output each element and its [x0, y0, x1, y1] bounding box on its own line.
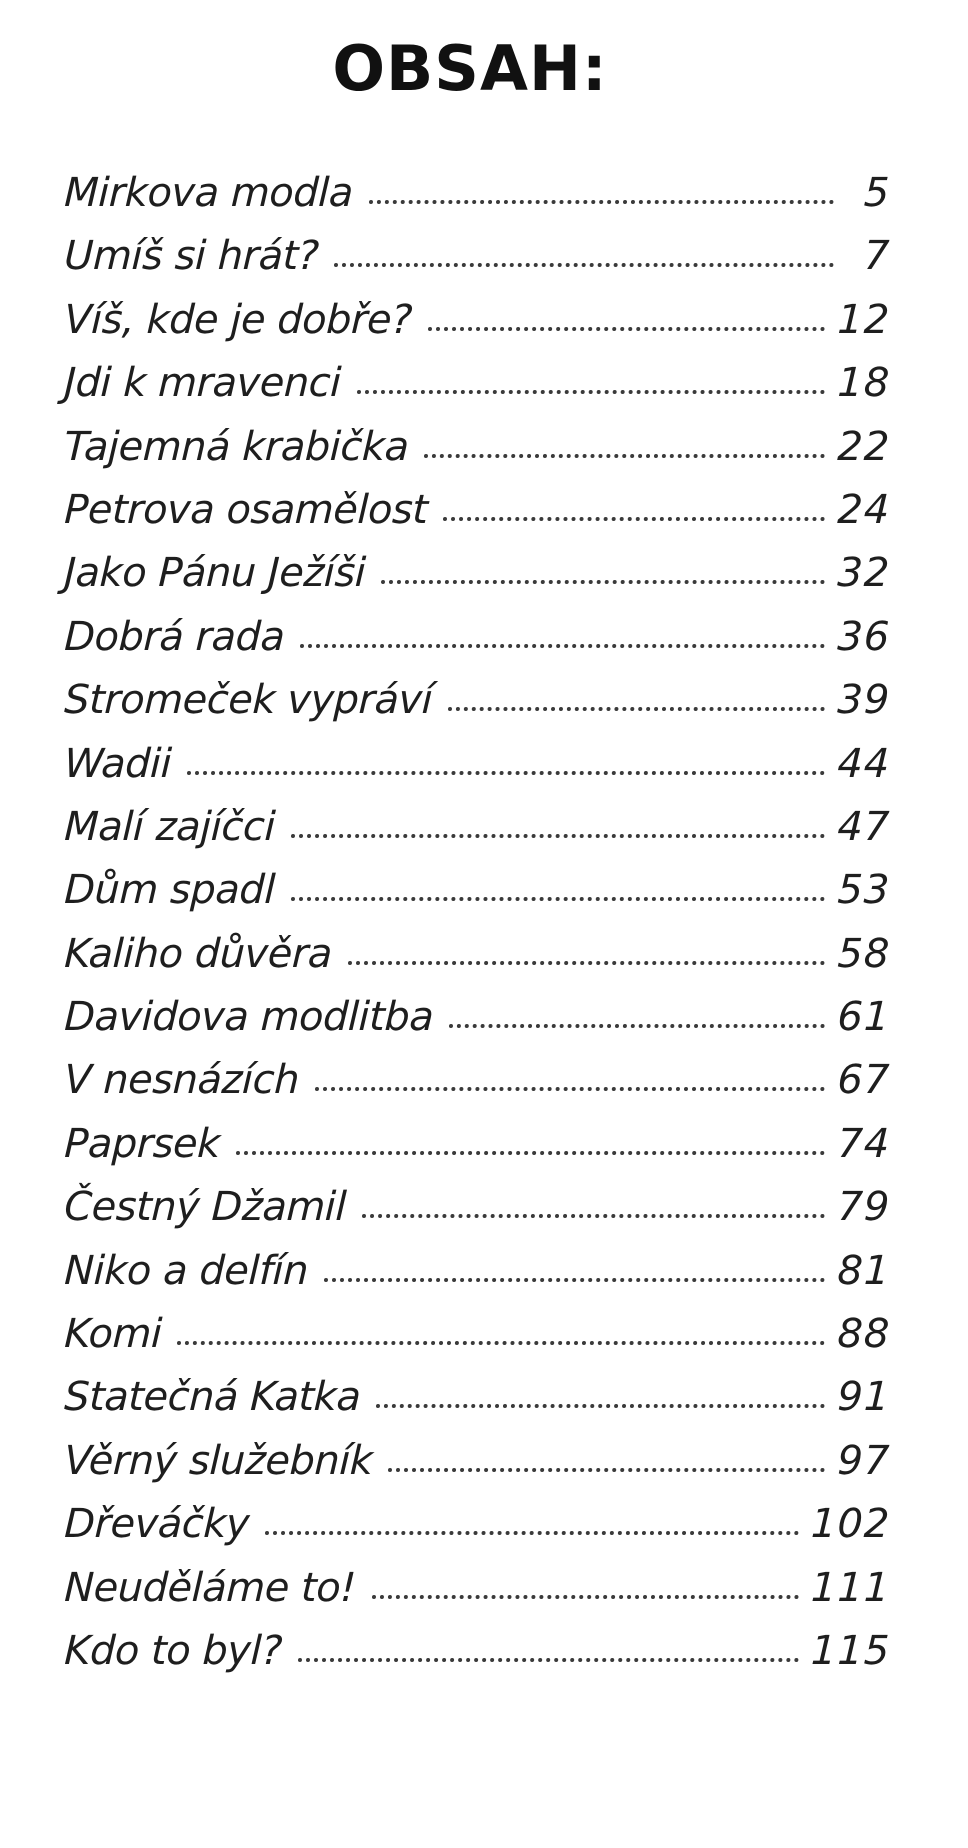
dot-leader [290, 897, 825, 901]
toc-entry-page: 12 [836, 296, 892, 343]
toc-entry [63, 741, 891, 804]
dot-leader [298, 1658, 799, 1662]
toc-entry-page: 79 [836, 1184, 892, 1231]
toc-entry [63, 360, 891, 423]
toc-entry [63, 424, 891, 487]
dot-leader [376, 1404, 825, 1408]
toc-entry-title: Malí zajíčci [63, 803, 276, 850]
toc-entry-page: 81 [836, 1247, 892, 1294]
toc-entry-page: 36 [836, 613, 892, 660]
page-title: OBSAH: [332, 32, 608, 105]
toc-entry-page: 32 [836, 550, 892, 597]
toc-entry-title: Davidova modlitba [63, 994, 435, 1041]
toc-entry [63, 1057, 891, 1120]
toc-entry-page: 67 [836, 1057, 892, 1104]
dot-leader [324, 1278, 825, 1282]
toc-entry-title: Dřeváčky [63, 1501, 250, 1548]
toc-entry-page: 61 [836, 994, 892, 1041]
toc-entry-page: 102 [810, 1501, 892, 1548]
toc-entry [63, 233, 891, 296]
toc-entry-page: 18 [836, 360, 892, 407]
toc-entry [63, 170, 891, 233]
toc-entry-page: 53 [836, 867, 892, 914]
toc-entry [63, 867, 891, 930]
toc-entry-title: Komi [63, 1311, 163, 1358]
toc-entry-page: 44 [836, 740, 892, 787]
dot-leader [448, 707, 825, 711]
toc-entry-page: 22 [836, 423, 892, 470]
dot-leader [356, 390, 825, 394]
toc-entry-title: Stromeček vypráví [63, 677, 434, 724]
toc-entry-title: Wadii [63, 740, 173, 787]
toc-entry [63, 994, 891, 1057]
toc-entry-title: Niko a delfín [63, 1247, 309, 1294]
dot-leader [371, 1595, 798, 1599]
toc-entry-title: Mirkova modla [63, 170, 354, 216]
toc-entry [63, 297, 891, 360]
toc-entry [63, 677, 891, 740]
toc-entry-title: Paprsek [63, 1120, 221, 1167]
toc-entry [63, 1374, 891, 1437]
toc-entry-title: Petrova osamělost [63, 486, 429, 533]
dot-leader [300, 644, 825, 648]
toc-entry-page: 24 [836, 486, 892, 533]
toc-entry-title: Věrný služebník [63, 1437, 374, 1484]
toc-entry [63, 804, 891, 867]
toc-entry-title: Statečná Katka [63, 1374, 362, 1421]
dot-leader [362, 1214, 825, 1218]
toc-entry-title: Tajemná krabička [63, 423, 410, 470]
toc-entry-page: 74 [836, 1120, 892, 1167]
toc-entry-title: Jako Pánu Ježíši [63, 550, 367, 597]
toc-entry [63, 1121, 891, 1184]
toc-entry-page: 111 [810, 1564, 892, 1611]
dot-leader [187, 771, 825, 775]
dot-leader [236, 1151, 826, 1155]
toc-entry-title: Jdi k mravenci [63, 360, 342, 407]
dot-leader [334, 263, 834, 267]
toc-entry-page: 39 [836, 677, 892, 724]
dot-leader [177, 1341, 825, 1345]
dot-leader [291, 834, 825, 838]
table-of-contents [64, 170, 890, 1691]
toc-entry [63, 487, 891, 550]
toc-entry [63, 1628, 891, 1691]
dot-leader [443, 517, 825, 521]
toc-entry-title: Čestný Džamil [63, 1184, 347, 1231]
toc-entry-page: 5 [863, 170, 892, 216]
dot-leader [381, 580, 825, 584]
toc-entry [63, 1565, 891, 1628]
dot-leader [347, 961, 825, 965]
dot-leader [449, 1024, 825, 1028]
toc-entry [63, 1501, 891, 1564]
toc-entry-page: 97 [836, 1437, 892, 1484]
dot-leader [424, 454, 825, 458]
dot-leader [265, 1531, 799, 1535]
toc-entry [63, 1184, 891, 1247]
dot-leader [315, 1087, 826, 1091]
toc-entry-page: 115 [810, 1627, 892, 1674]
dot-leader [388, 1468, 825, 1472]
toc-entry-page: 91 [836, 1374, 892, 1421]
toc-entry-title: Kdo to byl? [63, 1627, 283, 1674]
toc-entry [63, 1438, 891, 1501]
toc-entry-page: 47 [836, 803, 892, 850]
toc-entry-page: 58 [836, 930, 892, 977]
toc-entry [63, 614, 891, 677]
toc-entry-title: Kaliho důvěra [63, 930, 333, 977]
toc-entry [63, 1248, 891, 1311]
toc-entry [63, 1311, 891, 1374]
toc-entry-title: Neuděláme to! [63, 1564, 357, 1611]
toc-entry-title: V nesnázích [63, 1057, 300, 1104]
toc-entry [63, 550, 891, 613]
toc-entry-page: 7 [863, 233, 892, 280]
dot-leader [368, 200, 834, 204]
toc-entry-title: Dobrá rada [63, 613, 286, 660]
toc-entry-page: 88 [836, 1311, 892, 1358]
dot-leader [428, 327, 826, 331]
toc-entry-title: Víš, kde je dobře? [63, 296, 413, 343]
toc-entry-title: Dům spadl [63, 867, 276, 914]
toc-entry-title: Umíš si hrát? [63, 233, 320, 280]
toc-entry [63, 931, 891, 994]
